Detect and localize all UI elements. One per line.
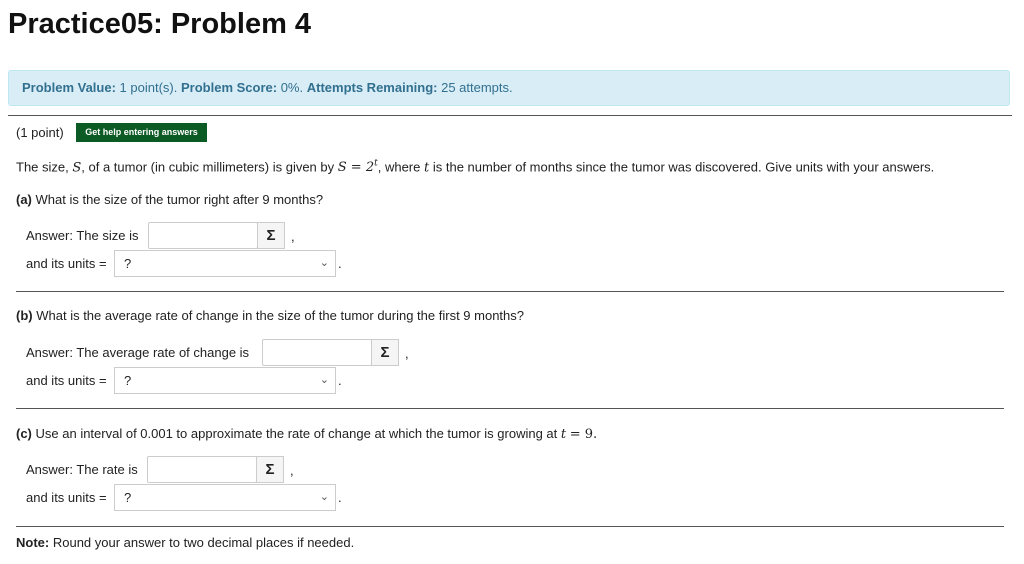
part-c-question: (c) Use an interval of 0.001 to approximate the rate of change at which the tumor is growing at t = 9. bbox=[16, 426, 598, 442]
part-b-answer-label: Answer: The average rate of change is bbox=[26, 345, 250, 360]
help-entering-answers-button[interactable]: Get help entering answers bbox=[76, 123, 207, 142]
divider bbox=[16, 408, 1004, 409]
divider bbox=[8, 115, 1012, 116]
part-c-answer-label: Answer: The rate is bbox=[26, 462, 138, 477]
divider bbox=[16, 526, 1004, 527]
part-b-rate-input[interactable] bbox=[262, 339, 372, 366]
part-a-question: (a) What is the size of the tumor right after 9 months? bbox=[16, 192, 324, 207]
part-a-units-label: and its units = bbox=[26, 256, 107, 271]
part-c-units-label: and its units = bbox=[26, 490, 107, 505]
part-b-units-select[interactable]: ? ⌄ bbox=[114, 367, 336, 394]
problem-score: 0%. bbox=[280, 80, 304, 95]
problem-statement: The size, S, of a tumor (in cubic millimeters) is given by $S = 2^t$, where t is the number of months since the tumor was discovered. Give units with your answers. bbox=[16, 159, 935, 176]
problem-info-bar bbox=[8, 70, 1010, 106]
chevron-down-icon: ⌄ bbox=[319, 491, 329, 503]
part-b-question: (b) What is the average rate of change in the size of the tumor during the first 9 months? bbox=[16, 308, 525, 323]
points-label: (1 point) bbox=[16, 125, 64, 140]
part-b-units-label: and its units = bbox=[26, 373, 107, 388]
chevron-down-icon: ⌄ bbox=[319, 257, 329, 269]
attempts-label: Attempts Remaining: bbox=[306, 80, 438, 95]
equation-editor-icon[interactable]: Σ bbox=[371, 339, 399, 366]
problem-value-label: Problem Value: bbox=[22, 80, 116, 95]
part-a-answer-label: Answer: The size is bbox=[26, 228, 139, 243]
divider bbox=[16, 291, 1004, 292]
note: Note: Round your answer to two decimal places if needed. bbox=[16, 535, 355, 550]
problem-value: 1 point(s). bbox=[119, 80, 178, 95]
part-a-size-input[interactable] bbox=[148, 222, 258, 249]
equation-editor-icon[interactable]: Σ bbox=[257, 222, 285, 249]
equation-editor-icon[interactable]: Σ bbox=[256, 456, 284, 483]
page-title: Practice05: Problem 4 bbox=[8, 8, 312, 40]
part-a-units-select[interactable]: ? ⌄ bbox=[114, 250, 336, 277]
part-c-units-select[interactable]: ? ⌄ bbox=[114, 484, 336, 511]
problem-score-label: Problem Score: bbox=[180, 80, 278, 95]
formula: $S = 2^t$ bbox=[337, 159, 378, 176]
part-c-rate-input[interactable] bbox=[147, 456, 257, 483]
attempts-remaining: 25 attempts. bbox=[441, 80, 513, 95]
chevron-down-icon: ⌄ bbox=[319, 374, 329, 386]
